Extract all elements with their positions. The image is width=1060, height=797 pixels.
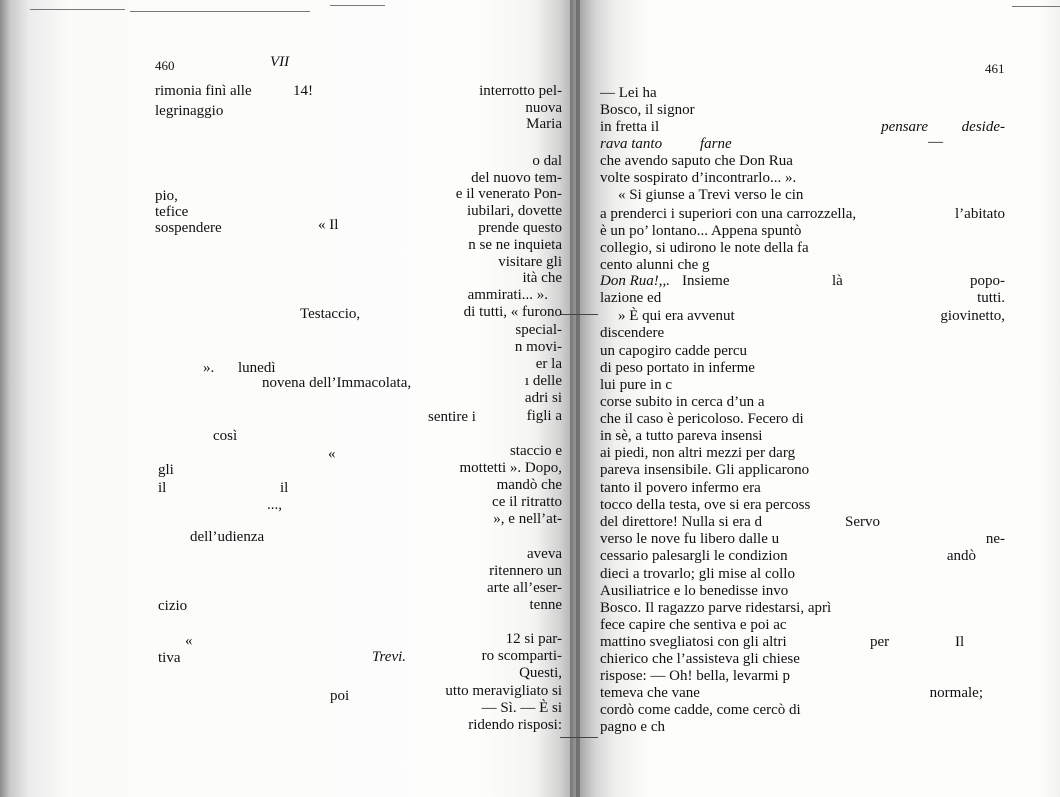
text-line: legrinaggio xyxy=(155,103,224,119)
text-line: lazione ed xyxy=(600,290,662,306)
text-line: di tutti, « furono xyxy=(463,304,562,320)
text-line: ro scomparti- xyxy=(481,648,562,664)
text-line: verso le nove fu libero dalle u xyxy=(600,531,780,547)
text-line: per xyxy=(870,634,890,650)
text-line: 14! xyxy=(293,83,313,99)
top-edge-line xyxy=(130,11,310,12)
text-line: ridendo risposi: xyxy=(468,717,562,733)
text-line: cessario palesargli le condizion xyxy=(600,548,788,564)
text-line: chierico che l’assisteva gli chiese xyxy=(600,651,800,667)
text-line: pareva insensibile. Gli applicarono xyxy=(600,462,810,478)
text-line: poi xyxy=(330,688,350,704)
text-line: volte sospirato d’incontrarlo... ». xyxy=(600,170,797,186)
text-line: Ausiliatrice e lo benedisse invo xyxy=(600,583,789,599)
text-line: giovinetto, xyxy=(940,308,1005,324)
text-line: normale; xyxy=(929,685,983,701)
text-line: lui pure in c xyxy=(600,377,673,393)
text-line: ità che xyxy=(522,270,562,286)
text-line: rimonia finì alle xyxy=(155,83,252,99)
top-edge-line xyxy=(1012,6,1060,7)
text-line: un capogiro cadde percu xyxy=(600,343,748,359)
text-line: rava tanto xyxy=(600,136,663,152)
text-line: », e nell’at- xyxy=(493,511,562,527)
text-line: Bosco, il signor xyxy=(600,102,695,118)
text-line: ai piedi, non altri mezzi per darg xyxy=(600,445,796,461)
text-line: n movi- xyxy=(514,339,562,355)
text-line: aveva xyxy=(527,546,562,562)
text-line: in fretta il xyxy=(600,119,660,135)
text-line: mandò che xyxy=(496,477,562,493)
text-line: tefice xyxy=(155,204,189,220)
text-line: iubilari, dovette xyxy=(467,203,562,219)
text-line: » È qui era avvenut xyxy=(618,308,735,324)
text-line: Questi, xyxy=(519,665,562,681)
text-line: sospendere xyxy=(155,220,222,236)
text-line: — Lei ha xyxy=(600,85,657,101)
text-line: « xyxy=(185,633,193,649)
text-line: mottetti ». Dopo, xyxy=(459,460,562,476)
book-gutter xyxy=(576,0,580,797)
text-line: prende questo xyxy=(478,220,562,236)
text-line: pensare xyxy=(881,119,928,135)
text-line: corse subito in cerca d’un a xyxy=(600,394,765,410)
text-line: nuova xyxy=(525,100,562,116)
page-number-left: 460 xyxy=(155,58,175,73)
text-line: Trevi. xyxy=(372,649,407,665)
text-line: mattino svegliatosi con gli altri xyxy=(600,634,787,650)
text-line: popo- xyxy=(970,273,1005,289)
text-line: « Si giunse a Trevi verso le cin xyxy=(618,187,804,203)
text-line: ne- xyxy=(985,531,1005,547)
text-line: ı delle xyxy=(524,373,562,389)
text-line: ritennero un xyxy=(489,563,562,579)
text-line: n se ne inquieta xyxy=(468,237,562,253)
text-line: andò xyxy=(946,548,976,564)
text-line: e il venerato Pon- xyxy=(455,186,562,202)
text-line: cordò come cadde, come cercò di xyxy=(600,702,801,718)
text-line: temeva che vane xyxy=(600,685,700,701)
text-line: a prenderci i superiori con una carrozzella, xyxy=(600,206,857,222)
text-line: Servo xyxy=(845,514,880,530)
text-line: — xyxy=(928,134,943,150)
text-line: di peso portato in inferme xyxy=(600,360,755,376)
text-line: del nuovo tem- xyxy=(471,170,562,186)
text-line: tiva xyxy=(158,650,181,666)
text-line: così xyxy=(213,428,238,444)
text-line: deside- xyxy=(961,119,1005,135)
text-line: dell’udienza xyxy=(190,529,265,545)
text-line: « xyxy=(328,446,336,462)
text-line: er la xyxy=(535,356,562,372)
text-line: dieci a trovarlo; gli mise al collo xyxy=(600,566,795,582)
top-edge-line xyxy=(30,9,125,10)
text-line: del direttore! Nulla si era d xyxy=(600,514,763,530)
text-line: pagno e ch xyxy=(600,719,665,735)
rule-line xyxy=(560,737,598,738)
text-line: il xyxy=(158,480,167,496)
text-line: — Sì. — È si xyxy=(481,700,562,716)
text-line: special- xyxy=(515,322,562,338)
rule-line xyxy=(560,314,598,315)
text-line: Il xyxy=(955,634,965,650)
text-line: cento alunni che g xyxy=(600,257,710,273)
text-line: discendere xyxy=(600,325,665,341)
text-line: che il caso è pericoloso. Fecero di xyxy=(600,411,804,427)
text-line: tanto il povero infermo era xyxy=(600,480,761,496)
text-line: l’abitato xyxy=(955,206,1005,222)
text-line: ce il ritratto xyxy=(492,494,562,510)
top-edge-line xyxy=(330,5,385,6)
text-line: interrotto pel- xyxy=(479,83,562,99)
text-line: là xyxy=(832,273,843,289)
text-line: 12 si par- xyxy=(505,631,562,647)
text-line: fece capire che sentiva e poi ac xyxy=(600,617,787,633)
text-line: il xyxy=(280,480,289,496)
text-line: collegio, si udirono le note della fa xyxy=(600,240,809,256)
text-line: staccio e xyxy=(509,443,562,459)
text-line: Maria xyxy=(526,116,562,132)
text-line: « Il xyxy=(318,217,339,233)
text-line: Bosco. Il ragazzo parve ridestarsi, aprì xyxy=(600,600,832,616)
text-line: adri si xyxy=(524,390,562,406)
text-line: novena dell’Immacolata, xyxy=(262,375,412,391)
text-line: o dal xyxy=(532,153,562,169)
text-line: gli xyxy=(158,462,174,478)
text-line: ..., xyxy=(267,497,282,513)
text-line: che avendo saputo che Don Rua xyxy=(600,153,793,169)
text-line: visitare gli xyxy=(498,254,562,270)
text-line: arte all’eser- xyxy=(486,580,562,596)
text-line: è un po’ lontano... Appena spuntò xyxy=(600,223,802,239)
text-line: ammirati... ». xyxy=(467,287,548,303)
text-line: Don Rua!,,. xyxy=(600,273,670,289)
text-line: tocco della testa, ove si era percoss xyxy=(600,497,811,513)
text-line: Insieme xyxy=(682,273,730,289)
text-line: farne xyxy=(700,136,732,152)
text-line: rispose: — Oh! bella, levarmi p xyxy=(600,668,790,684)
text-line: tutti. xyxy=(977,290,1005,306)
text-line: Testaccio, xyxy=(300,306,361,322)
text-line: cizio xyxy=(158,598,188,614)
text-line: lunedì xyxy=(238,360,276,376)
text-line: tenne xyxy=(529,597,562,613)
text-line: sentire i xyxy=(428,409,476,425)
text-line: figli a xyxy=(526,408,562,424)
running-head: VII xyxy=(270,54,290,70)
text-line: pio, xyxy=(155,188,178,204)
text-line: utto meravigliato si xyxy=(445,683,562,699)
text-line: in sè, a tutto pareva insensi xyxy=(600,428,763,444)
page-number-right: 461 xyxy=(985,61,1005,76)
text-line: ». xyxy=(203,360,215,376)
